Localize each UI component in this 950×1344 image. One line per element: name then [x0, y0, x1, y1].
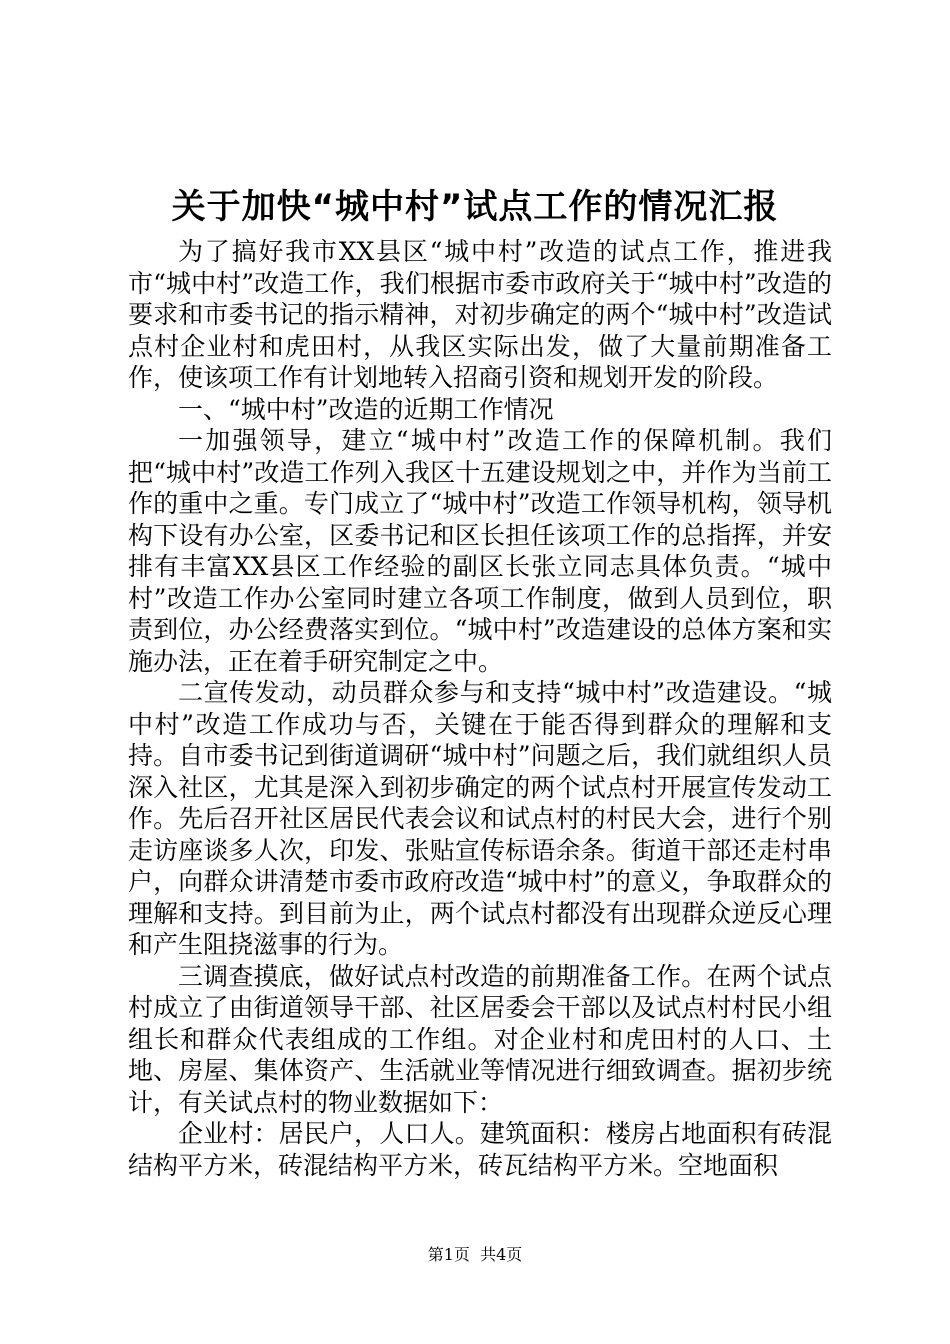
paragraph-village-data: 企业村：居民户，人口人。建筑面积：楼房占地面积有砖混结构平方米，砖混结构平方米，砖瓦结构平方米。空地面积 [128, 1119, 832, 1180]
document-title: 关于加快“城中村”试点工作的情况汇报 [171, 187, 779, 227]
paragraph-publicity: 二宣传发动，动员群众参与和支持“城中村”改造建设。“城中村”改造工作成功与否，关键在于能否得到群众的理解和支持。自市委书记到街道调研“城中村”问题之后，我们就组织人员深入社区，尤其是深入到初步确定的两个试点村开展宣传发动工作。先后召开社区居民代表会议和试点村的村民大会，进行个别走访座谈多人次，印发、张贴宣传标语余条。街道干部还走村串户，向群众讲清楚市委市政府改造“城中村”的意义，争取群众的理解和支持。到目前为止，两个试点村都没有出现群众逆反心理和产生阻挠滋事的行为。 [128, 678, 832, 959]
paragraph-leadership: 一加强领导，建立“城中村”改造工作的保障机制。我们把“城中村”改造工作列入我区十五建设规划之中，并作为当前工作的重中之重。专门成立了“城中村”改造工作领导机构，领导机构下设有办公室，区委书记和区长担任该项工作的总指挥，并安排有丰富XX县区工作经验的副区长张立同志具体负责。“城中村”改造工作办公室同时建立各项工作制度，做到人员到位，职责到位，办公经费落实到位。“城中村”改造建设的总体方案和实施办法，正在着手研究制定之中。 [128, 426, 832, 676]
page-footer [0, 1245, 950, 1265]
page-number: 第1页 共4页 [427, 1245, 523, 1264]
section-heading: 一、“城中村”改造的近期工作情况 [178, 394, 554, 424]
document-body [128, 236, 832, 1181]
paragraph-intro: 为了搞好我市XX县区“城中村”改造的试点工作，推进我市“城中村”改造工作，我们根据市委市政府关于“城中村”改造的要求和市委书记的指示精神，对初步确定的两个“城中村”改造试点村企业村和虎田村，从我区实际出发，做了大量前期准备工作，使该项工作有计划地转入招商引资和规划开发的阶段。 [128, 237, 832, 392]
paragraph-survey: 三调查摸底，做好试点村改造的前期准备工作。在两个试点村成立了由街道领导干部、社区居委会干部以及试点村村民小组组长和群众代表组成的工作组。对企业村和虎田村的人口、土地、房屋、集体资产、生活就业等情况进行细致调查。据初步统计，有关试点村的物业数据如下： [128, 961, 832, 1117]
